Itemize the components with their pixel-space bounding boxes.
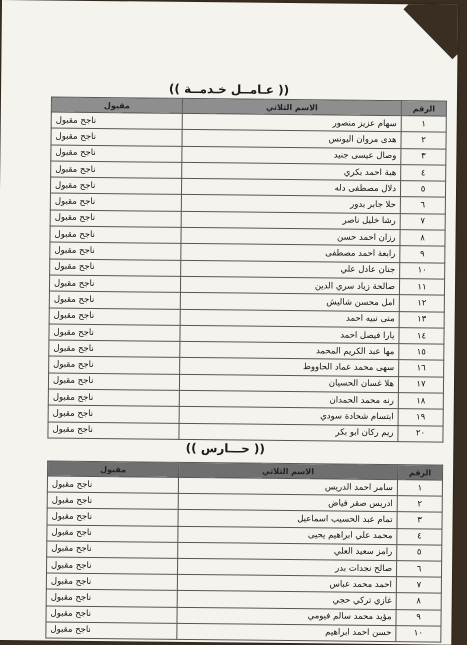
row-full-name: رنه محمد الحمدان	[179, 390, 398, 409]
row-number: ٢	[397, 496, 442, 513]
row-full-name: رشا خليل ناصر	[181, 211, 400, 230]
row-full-name: ريم ركان ابو بكر	[179, 423, 398, 442]
row-status: ناجح مقبول	[51, 145, 182, 163]
row-status: ناجح مقبول	[50, 210, 181, 228]
row-full-name: مها عبد الكريم المحمد	[180, 342, 399, 361]
row-status: ناجح مقبول	[51, 112, 182, 130]
row-full-name: صالحة زياد سري الدين	[180, 276, 399, 295]
row-full-name: تمام عبد الحسيب اسماعيل	[178, 510, 397, 528]
row-number: ١٩	[398, 409, 443, 426]
row-status: ناجح مقبول	[47, 492, 178, 510]
row-full-name: غازي تركي حجي	[177, 591, 396, 609]
row-status: ناجح مقبول	[50, 226, 181, 244]
folded-corner	[403, 0, 458, 59]
section-title-guard: (( حـــارس ))	[185, 440, 265, 456]
row-number: ٦	[400, 197, 445, 214]
row-number: ٧	[400, 213, 445, 230]
row-full-name: محمد علي ابراهيم يحيى	[178, 526, 397, 544]
row-status: ناجح مقبول	[47, 476, 178, 494]
row-full-name: وصال عيسى جنيد	[182, 146, 401, 165]
row-status: ناجح مقبول	[49, 356, 180, 374]
row-full-name: سامر احمد الدريس	[178, 477, 397, 495]
row-status: ناجح مقبول	[51, 161, 182, 179]
row-status: ناجح مقبول	[48, 405, 179, 423]
row-number: ٤	[401, 165, 446, 182]
row-status: ناجح مقبول	[48, 422, 179, 440]
row-full-name: رابعة احمد مصطفى	[181, 244, 400, 263]
row-number: ١٨	[398, 393, 443, 410]
header-full-name: الاسم الثلاثي	[182, 98, 401, 115]
row-number: ١	[397, 480, 442, 497]
row-full-name: هبة احمد بكري	[182, 162, 401, 181]
row-full-name: دلال مصطفى دله	[181, 179, 400, 198]
row-status: ناجح مقبول	[49, 340, 180, 358]
row-number: ٣	[401, 148, 446, 165]
table-row	[46, 622, 441, 642]
row-number: ١٣	[399, 311, 444, 328]
row-status: ناجح مقبول	[51, 128, 182, 146]
row-number: ٥	[397, 544, 442, 561]
row-number: ١٠	[396, 625, 441, 642]
row-number: ١٢	[399, 295, 444, 312]
row-status: ناجح مقبول	[46, 605, 177, 623]
row-full-name: جنان عادل علي	[181, 260, 400, 279]
row-number: ١٥	[399, 344, 444, 361]
row-number: ٤	[397, 528, 442, 545]
header-status: مقبول	[48, 461, 179, 477]
row-full-name: رزان احمد حسن	[181, 227, 400, 246]
row-number: ٩	[400, 246, 445, 263]
row-number: ٥	[400, 181, 445, 198]
row-status: ناجح مقبول	[50, 259, 181, 277]
row-status: ناجح مقبول	[46, 589, 177, 607]
row-full-name: رامز سعيد العلي	[178, 542, 397, 560]
row-number: ٧	[396, 577, 441, 594]
row-full-name: مؤيد محمد سالم فيومي	[177, 607, 396, 625]
row-status: ناجح مقبول	[47, 508, 178, 526]
guard-table	[45, 460, 443, 642]
row-status: ناجح مقبول	[50, 194, 181, 212]
row-status: ناجح مقبول	[47, 541, 178, 559]
row-number: ٨	[396, 593, 441, 610]
row-status: ناجح مقبول	[47, 557, 178, 575]
row-number: ٢٠	[398, 425, 443, 442]
row-status: ناجح مقبول	[49, 324, 180, 342]
row-full-name: ابتسام شحادة سودي	[179, 407, 398, 426]
row-full-name: ادريس صقر فياض	[178, 494, 397, 512]
header-full-name: الاسم الثلاثي	[179, 462, 398, 479]
row-status: ناجح مقبول	[49, 308, 180, 326]
row-status: ناجح مقبول	[48, 389, 179, 407]
row-number: ١٧	[398, 376, 443, 393]
row-full-name: صالح نجدات بدر	[177, 558, 396, 576]
row-status: ناجح مقبول	[46, 622, 177, 640]
row-number: ١٠	[400, 262, 445, 279]
section-title-service-worker: (( عـامــل خـدمــة ))	[168, 81, 290, 98]
row-status: ناجح مقبول	[46, 573, 177, 591]
row-number: ١٤	[399, 328, 444, 345]
row-number: ١١	[399, 279, 444, 296]
service-worker-table	[47, 97, 447, 443]
row-full-name: حلا جابر بدور	[181, 195, 400, 214]
row-full-name: يارا فيصل احمد	[180, 325, 399, 344]
row-full-name: هلا غسان الحسيان	[179, 374, 398, 393]
row-number: ١٦	[399, 360, 444, 377]
row-number: ٦	[396, 561, 441, 578]
header-number: الرقم	[401, 101, 446, 116]
row-full-name: سهام عزيز منصور	[182, 113, 401, 132]
row-status: ناجح مقبول	[50, 177, 181, 195]
row-status: ناجح مقبول	[50, 242, 181, 260]
header-status: مقبول	[51, 97, 182, 113]
row-full-name: منى نبيه احمد	[180, 309, 399, 328]
table-row	[48, 422, 443, 442]
row-full-name: هدى مروان اليونس	[182, 130, 401, 149]
row-number: ٩	[396, 609, 441, 626]
row-number: ١	[401, 116, 446, 133]
header-number: الرقم	[397, 465, 442, 480]
row-full-name: امل محسن شاليش	[180, 293, 399, 312]
row-number: ٨	[400, 230, 445, 247]
row-number: ٢	[401, 132, 446, 149]
row-full-name: سهى محمد عماد الحاووط	[180, 358, 399, 377]
row-status: ناجح مقبول	[49, 275, 180, 293]
row-full-name: حسن احمد ابراهيم	[177, 623, 396, 641]
row-number: ٣	[397, 512, 442, 529]
row-status: ناجح مقبول	[47, 525, 178, 543]
row-status: ناجح مقبول	[48, 373, 179, 391]
row-status: ناجح مقبول	[49, 291, 180, 309]
row-full-name: احمد محمد عباس	[177, 574, 396, 592]
